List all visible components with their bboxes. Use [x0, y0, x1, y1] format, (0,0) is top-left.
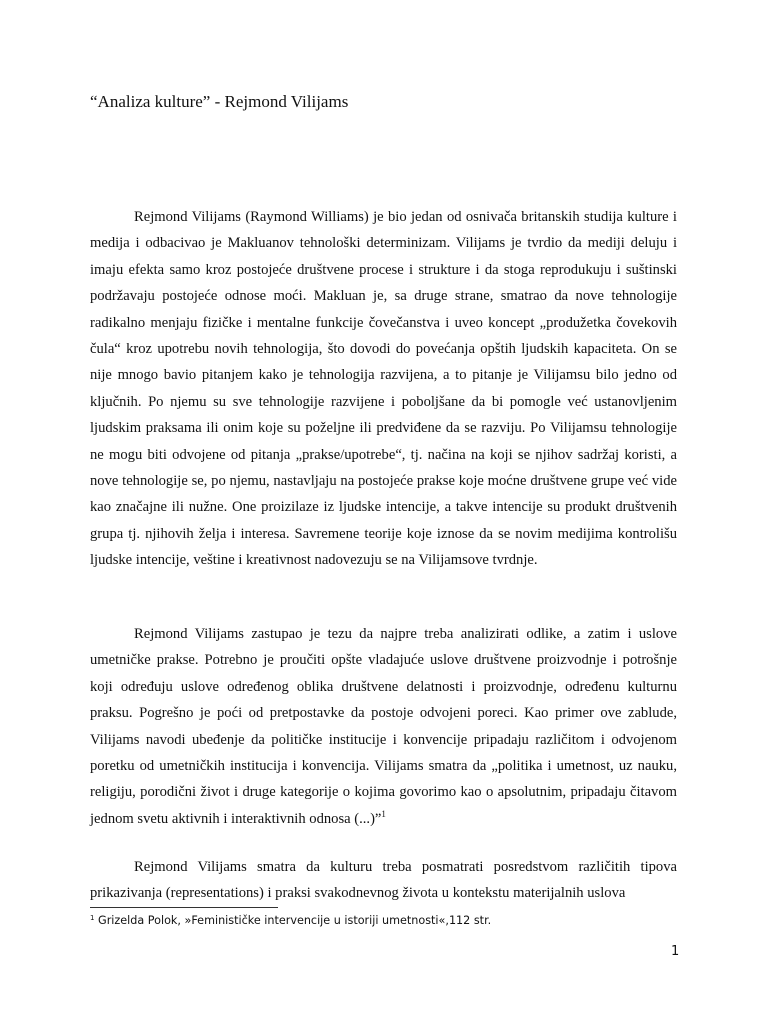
footnote-number: 1	[90, 914, 95, 922]
footnote-divider	[90, 907, 278, 908]
footnote-reference: 1	[381, 808, 386, 819]
footnote	[90, 914, 491, 927]
paragraph-3: Rejmond Vilijams smatra da kulturu treba posmatrati posredstvom različitih tipova prikazivanja (representations) i praksi svakodnevnog života u kontekstu materijalnih uslova	[90, 859, 677, 902]
page-number: 1	[671, 944, 680, 959]
footnote-text: Grizelda Polok, »Feminističke intervencije u istoriji umetnosti«,112 str.	[94, 914, 492, 927]
paragraph-1: Rejmond Vilijams (Raymond Williams) je bio jedan od osnivača britanskih studija kulture i medija i odbacivao je Makluanov tehnološki determinizam. Vilijams je tvrdio da mediji deluju i imaju efekta samo kroz postojeće društvene procese i strukture i da stoga reprodukuju i suštinski podržavaju postojeće odnose moći. Makluan je, sa druge strane, smatrao da nove tehnologije radikalno menjaju fizičke i mentalne funkcije čovečanstva i uveo koncept „produžetka čovekovih čula“ kroz upotrebu novih tehnologija, što dovodi do povećanja opštih ljudskih kapaciteta. On se nije mnogo bavio pitanjem kako je tehnologija razvijena, a to pitanje je Vilijamsu bilo jedno od ključnih. Po njemu su sve tehnologije razvijene i poboljšane da bi pomogle već ustanovljenim ljudskim praksama ili onim koje su poželjne ili predviđene da se razviju. Po Vilijamsu tehnologije ne mogu biti odvojene od pitanja „prakse/upotrebe“, tj. načina na koji se njihov sadržaj koristi, a nove tehnologije se, po njemu, nastavljaju na postojeće prakse koje moćne društvene grupe već vide kao značajne ili nužne. One proizilaze iz ljudske intencije, a takve intencije su produkt društvenih grupa tj. njihovih želja i interesa. Savremene teorije koje iznose da se novim medijima kontrolišu ljudske intencije, veštine i kreativnost nadovezuju se na Vilijamsove tvrdnje.	[90, 209, 677, 569]
document-title: “Analiza kulture” - Rejmond Vilijams	[90, 92, 349, 111]
paragraph-2	[90, 621, 677, 832]
paragraph-2-text: Rejmond Vilijams zastupao je tezu da najpre treba analizirati odlike, a zatim i uslove umetničke prakse. Potrebno je proučiti opšte vladajuće uslove društvene proizvodnje i potrošnje koji određuju uslove određenog oblika društvene delatnosti i proizvodnje, određenu kulturnu praksu. Pogrešno je poći od pretpostavke da postoje odvojeni poreci. Kao primer ove zablude, Vilijams navodi ubeđenje da političke institucije i konvencije pripadaju različitom i odvojenom poretku od umetničkih institucija i konvencija. Vilijams smatra da „politika i umetnost, uz nauku, religiju, porodični život i druge kategorije o kojima govorimo kao o apsolutnim, pripadaju čitavom jednom svetu aktivnih i interaktivnih odnosa (...)”	[90, 626, 677, 827]
